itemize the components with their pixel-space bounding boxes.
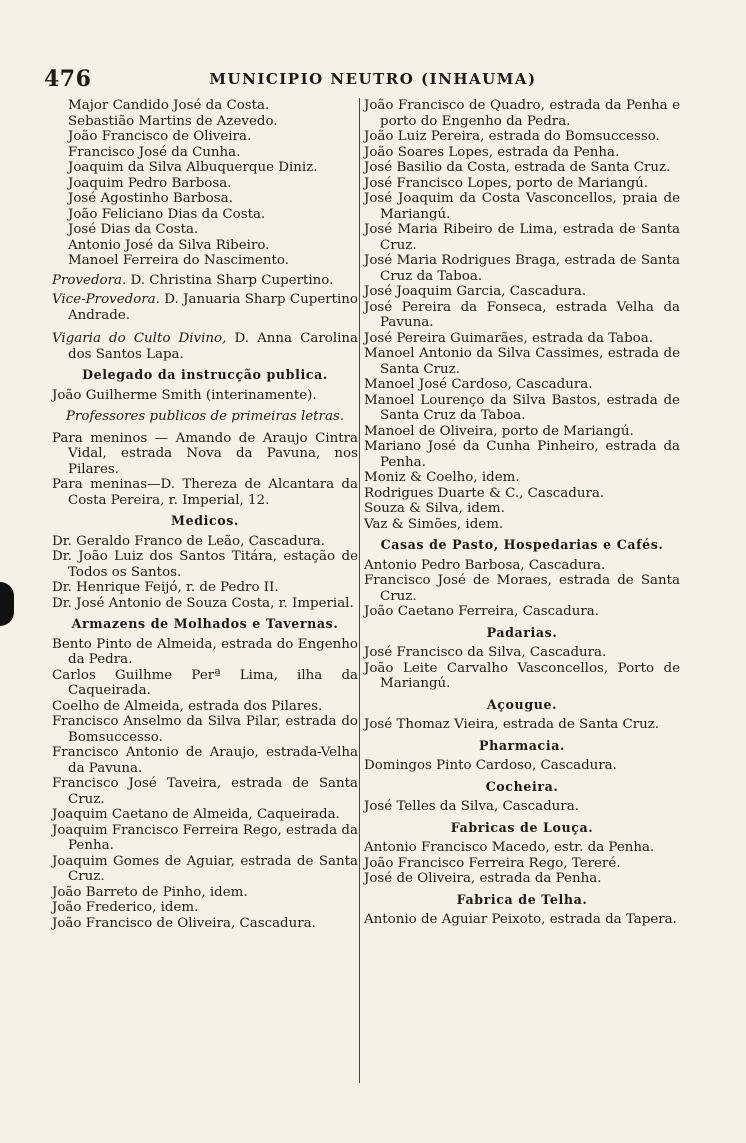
list-item: José Thomaz Vieira, estrada de Santa Cruz. — [364, 717, 660, 732]
section-heading-louca: Fabricas de Louça. — [450, 819, 594, 835]
list-item: João Francisco de Oliveira. — [68, 129, 252, 144]
left-column — [52, 98, 358, 931]
section-heading-pharmacia: Pharmacia. — [479, 737, 565, 753]
list-item: João Luiz Pereira, estrada do Bomsuccesso. — [364, 129, 660, 144]
list-item: José Maria Ribeiro de Lima, estrada de Santa Cruz. — [364, 222, 680, 253]
list-item: João Feliciano Dias da Costa. — [68, 206, 266, 222]
list-item: Francisco Anselmo da Silva Pilar, estrada do Bomsuccesso. — [52, 714, 358, 745]
list-item: Manoel Ferreira do Nascimento. — [68, 253, 289, 268]
section-heading-cocheira: Cocheira. — [485, 778, 559, 794]
list-item: João Guilherme Smith (interinamente). — [52, 387, 317, 403]
list-item: Para meninos — Amando de Araujo Cintra Vidal, estrada Nova da Pavuna, nos Pilares. — [52, 430, 358, 477]
list-item: José Pereira Guimarães, estrada da Taboa. — [364, 330, 653, 346]
vigaria-label: Vigaria do Culto Divino, — [52, 331, 227, 346]
list-item: Major Candido José da Costa. — [68, 98, 270, 113]
binding-shadow — [0, 582, 14, 626]
list-item: Carlos Guilhme Perª Lima, ilha da Caqueirada. — [52, 667, 358, 698]
list-item: João Francisco Ferreira Rego, Tereré. — [364, 855, 621, 871]
list-item: José Francisco Lopes, porto de Mariangú. — [364, 175, 649, 191]
page-number: 476 — [44, 66, 92, 92]
list-item: Rodrigues Duarte & C., Cascadura. — [364, 485, 605, 501]
list-item: José Joaquim da Costa Vasconcellos, praia de Mariangú. — [364, 191, 680, 222]
vice-provedora-entry — [52, 292, 358, 323]
section-heading-acougue: Açougue. — [486, 696, 558, 712]
list-item: Manoel Lourenço da Silva Bastos, estrada de Santa Cruz da Taboa. — [364, 392, 680, 423]
vigaria-name: D. Anna Carolina dos Santos Lapa. — [68, 331, 358, 362]
list-item: Dr. Henrique Feijó, r. de Pedro II. — [52, 580, 279, 595]
section-heading-padarias: Padarias. — [486, 624, 558, 640]
list-item: João Frederico, idem. — [52, 900, 199, 915]
list-item: José Joaquim Garcia, Cascadura. — [364, 284, 587, 299]
list-item: José Maria Rodrigues Braga, estrada de Santa Cruz da Taboa. — [364, 253, 680, 284]
vice-provedora-label: Vice-Provedora. — [52, 292, 160, 307]
member-list — [52, 98, 358, 269]
right-column — [364, 98, 680, 928]
list-item: Moniz & Coelho, idem. — [364, 470, 520, 485]
list-item: José Pereira da Fonseca, estrada Velha da Pavuna. — [364, 299, 680, 330]
list-item: Francisco José da Cunha. — [68, 144, 241, 160]
list-item: João Francisco de Oliveira, Cascadura. — [52, 915, 316, 931]
list-item: João Leite Carvalho Vasconcellos, Porto de Mariangú. — [364, 660, 680, 691]
list-item: Joaquim Gomes de Aguiar, estrada de Santa Cruz. — [52, 853, 358, 884]
list-item: Dr. Geraldo Franco de Leão, Cascadura. — [52, 533, 326, 549]
list-item: Joaquim da Silva Albuquerque Diniz. — [68, 160, 318, 175]
list-item: Antonio José da Silva Ribeiro. — [68, 237, 270, 253]
list-item: João Francisco de Quadro, estrada da Penha e porto do Engenho da Pedra. — [364, 98, 680, 129]
list-item: José de Oliveira, estrada da Penha. — [364, 871, 602, 886]
list-item: Souza & Silva, idem. — [364, 501, 505, 516]
provedora-entry — [52, 273, 358, 289]
list-item: José Telles da Silva, Cascadura. — [364, 799, 579, 814]
list-item: Antonio de Aguiar Peixoto, estrada da Tapera. — [364, 912, 677, 927]
list-item: Para meninas—D. Thereza de Alcantara da Costa Pereira, r. Imperial, 12. — [52, 477, 358, 508]
section-heading-professores: Professores publicos de primeiras letras. — [65, 409, 345, 424]
provedora-name: D. Christina Sharp Cupertino. — [126, 272, 334, 288]
list-item: Joaquim Caetano de Almeida, Caqueirada. — [52, 807, 340, 822]
page-title: MUNICIPIO NEUTRO (INHAUMA) — [209, 70, 537, 88]
list-item: Bento Pinto de Almeida, estrada do Engenho da Pedra. — [52, 636, 358, 667]
list-item: Vaz & Simões, idem. — [364, 516, 504, 532]
section-heading-telha: Fabrica de Telha. — [456, 891, 588, 907]
provedora-label: Provedora. — [52, 272, 127, 288]
list-item: João Soares Lopes, estrada da Penha. — [364, 144, 620, 160]
list-item: Mariano José da Cunha Pinheiro, estrada da Penha. — [364, 439, 680, 470]
column-divider — [359, 98, 360, 1083]
list-item: Joaquim Pedro Barbosa. — [68, 175, 232, 191]
list-item: João Caetano Ferreira, Cascadura. — [364, 604, 600, 619]
section-heading-medicos: Medicos. — [171, 513, 239, 528]
section-heading-casas: Casas de Pasto, Hospedarias e Cafés. — [380, 537, 664, 552]
vice-provedora-name: D. Januaria Sharp Cupertino Andrade. — [68, 292, 358, 323]
list-item: José Dias da Costa. — [68, 222, 199, 237]
list-item: Sebastião Martins de Azevedo. — [68, 113, 278, 129]
list-item: José Agostinho Barbosa. — [68, 191, 233, 206]
list-item: Manoel Antonio da Silva Cassimes, estrada de Santa Cruz. — [364, 346, 680, 377]
list-item: Coelho de Almeida, estrada dos Pilares. — [52, 698, 323, 714]
list-item: Dr. José Antonio de Souza Costa, r. Imperial. — [52, 595, 354, 611]
list-item: Francisco José Taveira, estrada de Santa Cruz. — [52, 776, 358, 807]
list-item: Francisco José de Moraes, estrada de Santa Cruz. — [364, 573, 680, 604]
vigaria-entry — [52, 331, 358, 362]
list-item: José Basilio da Costa, estrada de Santa Cruz. — [364, 160, 671, 175]
list-item: Antonio Francisco Macedo, estr. da Penha. — [364, 840, 655, 855]
list-item: Manoel de Oliveira, porto de Mariangú. — [364, 423, 634, 439]
list-item: João Barreto de Pinho, idem. — [52, 884, 248, 900]
section-heading-delegado: Delegado da instrucção publica. — [82, 367, 328, 382]
list-item: Domingos Pinto Cardoso, Cascadura. — [364, 758, 617, 773]
list-item: Francisco Antonio de Araujo, estrada-Velha da Pavuna. — [52, 745, 358, 776]
section-heading-armazens: Armazens de Molhados e Tavernas. — [71, 616, 339, 631]
list-item: Dr. João Luiz dos Santos Titára, estação de Todos os Santos. — [52, 549, 358, 580]
list-item: Joaquim Francisco Ferreira Rego, estrada da Penha. — [52, 822, 358, 853]
list-item: José Francisco da Silva, Cascadura. — [364, 645, 607, 660]
list-item: Manoel José Cardoso, Cascadura. — [364, 377, 593, 392]
list-item: Antonio Pedro Barbosa, Cascadura. — [364, 557, 606, 573]
